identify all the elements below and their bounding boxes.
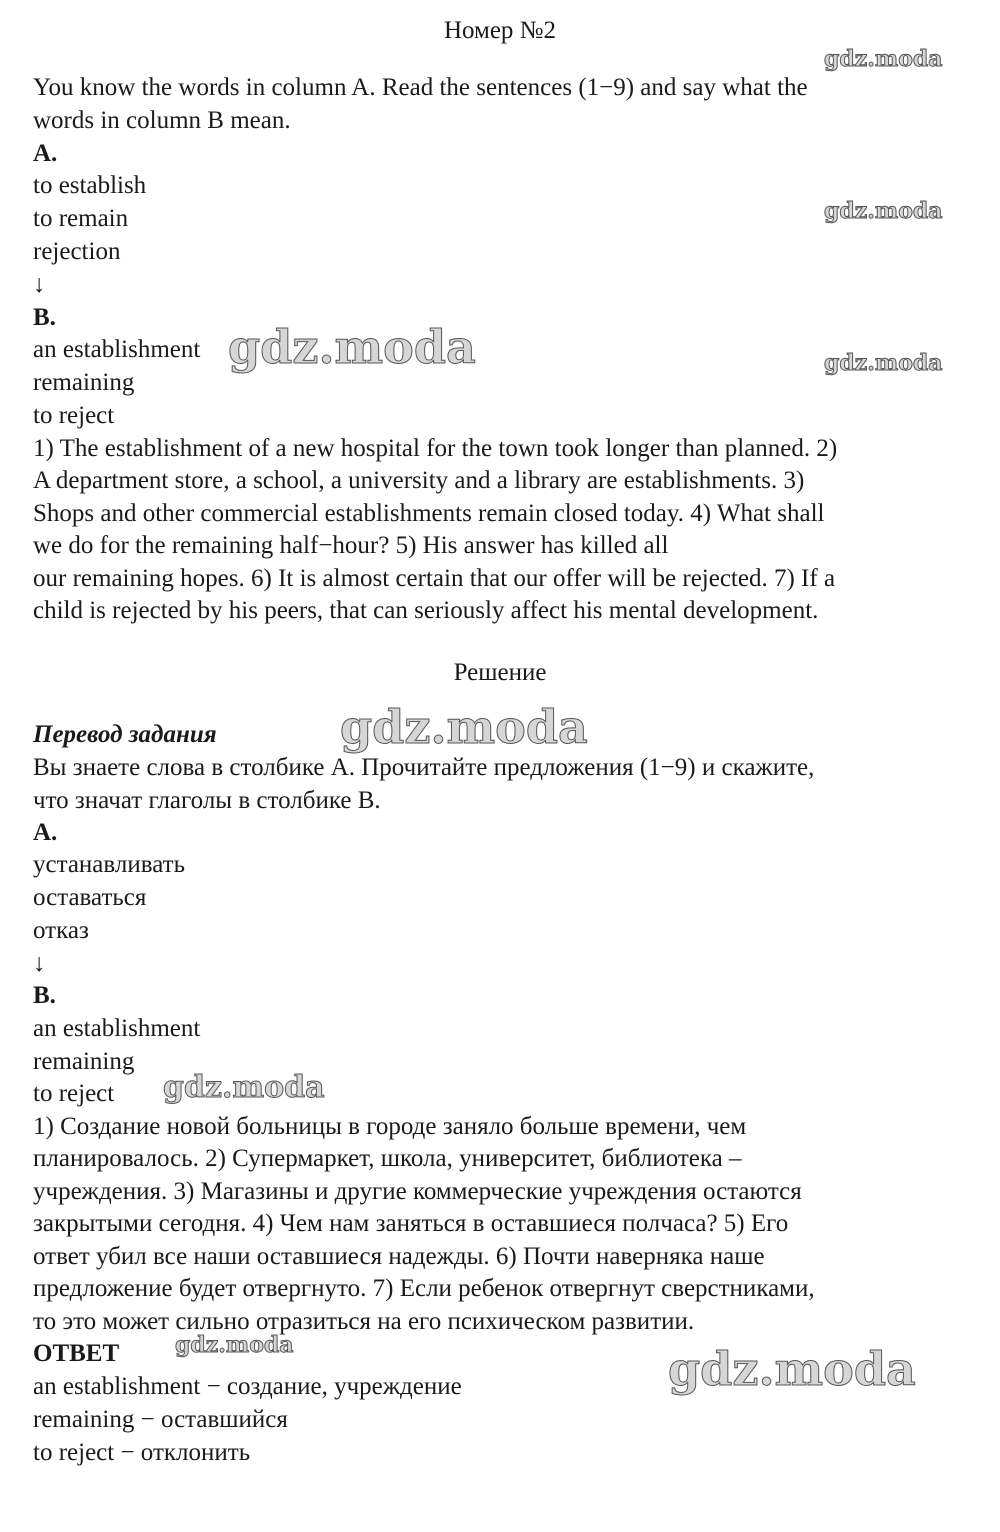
translation-sentence-line: планировалось. 2) Супермаркет, школа, университет, библиотека – [33,1145,742,1172]
solution-column-b-word: remaining [33,1048,135,1075]
translation-intro-line: Вы знаете слова в столбике А. Прочитайте предложения (1−9) и скажите, [33,754,815,781]
translation-sentence-line: учреждения. 3) Магазины и другие коммерческие учреждения остаются [33,1178,802,1205]
watermark: gdz.moda [228,320,476,374]
watermark: gdz.moda [668,1342,916,1396]
translation-sentence-line: ответ убил все наши оставшиеся надежды. 6) Почти наверняка наше [33,1243,765,1270]
solution-column-b-label: B. [33,982,56,1009]
watermark: gdz.moda [824,198,943,224]
translation-sentence-line: то это может сильно отразиться на его психическом развитии. [33,1308,695,1335]
column-b-word: an establishment [33,336,201,363]
answer-line: to reject − отклонить [33,1439,251,1466]
column-b-label: B. [33,304,56,331]
translation-heading: Перевод задания [33,721,217,748]
down-arrow: ↓ [33,271,46,298]
watermark: gdz.moda [824,46,943,72]
task-sentence-line: we do for the remaining half−hour? 5) His answer has killed all [33,532,669,559]
translation-intro-line: что значат глаголы в столбике В. [33,787,381,814]
answer-heading: ОТВЕТ [33,1340,120,1367]
task-sentence-line: A department store, a school, a university and a library are establishments. 3) [33,467,805,494]
watermark: gdz.moda [163,1070,325,1105]
page-title: Номер №2 [443,17,557,44]
task-intro-line: You know the words in column A. Read the sentences (1−9) and say what the [33,74,808,101]
solution-column-a-word: отказ [33,917,89,944]
answer-line: remaining − оставшийся [33,1406,288,1433]
watermark: gdz.moda [340,700,588,754]
solution-column-a-word: оставаться [33,884,147,911]
solution-column-a-label: A. [33,819,58,846]
task-sentence-line: child is rejected by his peers, that can seriously affect his mental development. [33,597,819,624]
column-a-word: to establish [33,172,147,199]
column-b-word: remaining [33,369,135,396]
column-a-label: A. [33,140,58,167]
watermark: gdz.moda [824,350,943,376]
task-intro-line: words in column B mean. [33,107,291,134]
column-a-word: rejection [33,238,121,265]
solution-column-a-word: устанавливать [33,851,185,878]
task-sentence-line: our remaining hopes. 6) It is almost certain that our offer will be rejected. 7) If a [33,565,836,592]
translation-sentence-line: 1) Создание новой больницы в городе заняло больше времени, чем [33,1113,747,1140]
column-a-word: to remain [33,205,129,232]
task-sentence-line: 1) The establishment of a new hospital for the town took longer than planned. 2) [33,435,838,462]
watermark: gdz.moda [175,1332,294,1358]
translation-sentence-line: закрытыми сегодня. 4) Чем нам заняться в оставшиеся полчаса? 5) Его [33,1210,789,1237]
solution-column-b-word: to reject [33,1080,115,1107]
solution-column-b-word: an establishment [33,1015,201,1042]
translation-sentence-line: предложение будет отвергнуто. 7) Если ребенок отвергнут сверстниками, [33,1275,815,1302]
solution-heading: Решение [453,659,547,686]
down-arrow: ↓ [33,950,46,977]
task-sentence-line: Shops and other commercial establishments remain closed today. 4) What shall [33,500,825,527]
answer-line: an establishment − создание, учреждение [33,1373,462,1400]
column-b-word: to reject [33,402,115,429]
